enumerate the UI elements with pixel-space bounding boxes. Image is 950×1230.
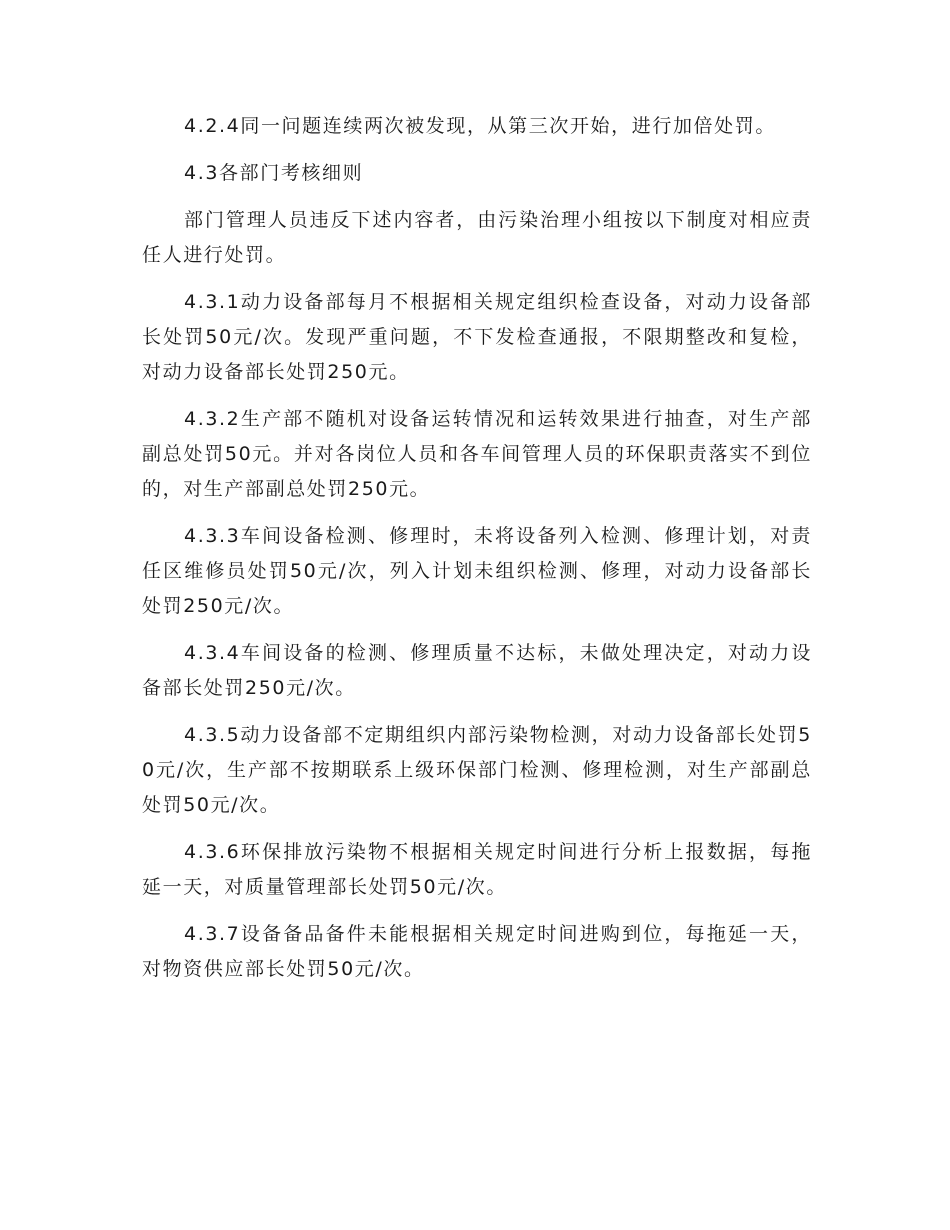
paragraph-4-3-7: 4.3.7设备备品备件未能根据相关规定时间进购到位，每拖延一天，对物资供应部长处罚50元/次。 <box>142 923 812 980</box>
paragraph-4-3-2: 4.3.2生产部不随机对设备运转情况和运转效果进行抽查，对生产部副总处罚50元。并对各岗位人员和各车间管理人员的环保职责落实不到位的，对生产部副总处罚250元。 <box>142 408 812 500</box>
section-heading-4-3: 4.3各部门考核细则 <box>184 162 364 184</box>
paragraph-4-2-4: 4.2.4同一问题连续两次被发现，从第三次开始，进行加倍处罚。 <box>184 115 776 137</box>
paragraph-4-3-4: 4.3.4车间设备的检测、修理质量不达标，未做处理决定，对动力设备部长处罚250元/次。 <box>142 642 812 699</box>
paragraph-4-3-1: 4.3.1动力设备部每月不根据相关规定组织检查设备，对动力设备部长处罚50元/次。发现严重问题，不下发检查通报，不限期整改和复检，对动力设备部长处罚250元。 <box>142 291 812 383</box>
paragraph-4-3-6: 4.3.6环保排放污染物不根据相关规定时间进行分析上报数据，每拖延一天，对质量管理部长处罚50元/次。 <box>142 841 812 898</box>
paragraph-4-3-5: 4.3.5动力设备部不定期组织内部污染物检测，对动力设备部长处罚50元/次，生产部不按期联系上级环保部门检测、修理检测，对生产部副总处罚50元/次。 <box>142 724 812 816</box>
paragraph-4-3-3: 4.3.3车间设备检测、修理时，未将设备列入检测、修理计划，对责任区维修员处罚50元/次，列入计划未组织检测、修理，对动力设备部长处罚250元/次。 <box>142 525 812 617</box>
paragraph-intro: 部门管理人员违反下述内容者，由污染治理小组按以下制度对相应责任人进行处罚。 <box>142 209 812 266</box>
document-body <box>142 109 812 987</box>
